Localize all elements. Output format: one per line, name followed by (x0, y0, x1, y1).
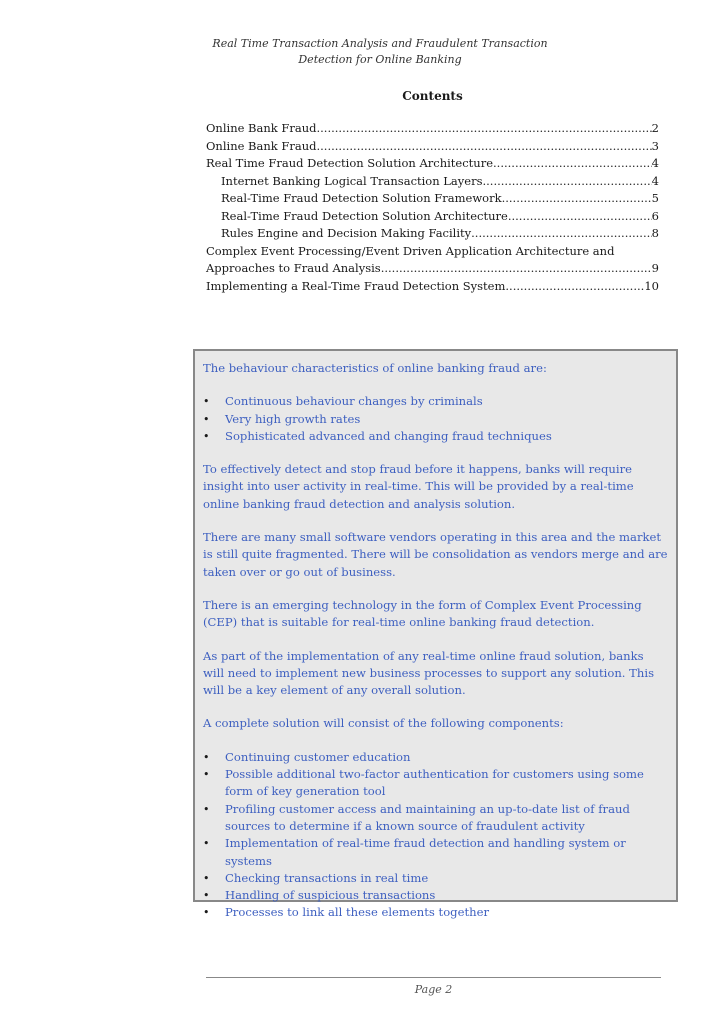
list-item (203, 749, 668, 766)
toc-leader-dots (493, 155, 652, 173)
toc-leader-dots (381, 260, 652, 278)
toc-entry[interactable] (206, 155, 659, 173)
toc-entry[interactable] (206, 138, 659, 156)
header-line-2: Detection for Online Banking (298, 53, 462, 66)
list-item (203, 766, 668, 801)
toc-entry-label: Online Bank Fraud (206, 138, 317, 153)
bullet-icon: • (203, 906, 210, 920)
toc-entry-page: 9 (651, 261, 659, 275)
table-of-contents (206, 120, 659, 295)
list-item (203, 870, 668, 887)
toc-subentry[interactable] (206, 190, 659, 208)
toc-entry-label: Internet Banking Logical Transaction Layers (221, 173, 483, 188)
bullet-icon: • (203, 429, 210, 443)
list-item-text: Continuous behaviour changes by criminals (225, 394, 483, 409)
bullet-icon: • (203, 889, 210, 903)
toc-subentry[interactable] (206, 173, 659, 191)
toc-leader-dots (505, 278, 644, 296)
bullet-icon: • (203, 768, 210, 782)
list-item (203, 835, 668, 870)
toc-entry-label: Approaches to Fraud Analysis (206, 261, 381, 275)
list-item-text: Possible additional two-factor authentication for customers using some form of key generation tool (225, 767, 644, 799)
bullet-icon: • (203, 871, 210, 885)
toc-entry[interactable] (206, 260, 659, 278)
list-item-text: Implementation of real-time fraud detection and handling system or systems (225, 836, 626, 868)
toc-entry-label: Real-Time Fraud Detection Solution Framework (221, 191, 502, 205)
toc-entry-page: 8 (651, 226, 659, 240)
toc-entry-label-line1[interactable]: Complex Event Processing/Event Driven Application Architecture and (206, 243, 615, 258)
toc-leader-dots (471, 225, 652, 243)
list-item-text: Sophisticated advanced and changing fraud techniques (225, 428, 552, 443)
bullet-icon: • (203, 837, 210, 851)
components-list (203, 749, 668, 922)
summary-box (193, 349, 678, 920)
toc-leader-dots (317, 120, 652, 138)
paragraph: There is an emerging technology in the form of Complex Event Processing (CEP) that is suitable for real-time online banking fraud detection. (203, 597, 642, 630)
toc-entry-label: Real Time Fraud Detection Solution Architecture (206, 156, 494, 170)
bullet-icon: • (203, 802, 210, 816)
toc-entry-page: 3 (651, 138, 659, 153)
toc-entry[interactable] (206, 278, 659, 296)
toc-subentry[interactable] (206, 225, 659, 243)
list-item (203, 904, 668, 921)
bullet-icon: • (203, 412, 210, 426)
list-item-text: Very high growth rates (225, 411, 361, 426)
toc-entry-page: 6 (651, 208, 659, 223)
paragraph: As part of the implementation of any real-time online fraud solution, banks will need to implement new business processes to support any solution. This will be a key element of any overall solution. (203, 648, 655, 698)
footer-divider (206, 977, 661, 978)
list-item (203, 411, 668, 428)
toc-entry-page: 4 (651, 156, 659, 170)
list-item (203, 428, 668, 445)
toc-leader-dots (483, 173, 652, 191)
list-item (203, 887, 668, 904)
toc-entry-page: 2 (651, 121, 659, 135)
toc-entry-page: 4 (651, 173, 659, 188)
toc-leader-dots (508, 208, 652, 226)
toc-leader-dots (502, 190, 652, 208)
page-number: Page 2 (414, 983, 453, 996)
bullet-icon: • (203, 750, 210, 764)
toc-entry-label: Rules Engine and Decision Making Facility (221, 226, 472, 240)
list-item-text: Checking transactions in real time (225, 870, 429, 885)
toc-leader-dots (317, 138, 652, 156)
list-item-text: Processes to link all these elements together (225, 905, 489, 920)
toc-title: Contents (402, 89, 463, 103)
list-item-text: Handling of suspicious transactions (225, 888, 436, 903)
list-item-text: Continuing customer education (225, 749, 411, 764)
toc-subentry[interactable] (206, 208, 659, 226)
header-line-1: Real Time Transaction Analysis and Fraudulent Transaction (212, 37, 548, 50)
toc-entry-page: 5 (651, 191, 659, 205)
toc-entry-page: 10 (644, 278, 659, 293)
toc-entry-label: Implementing a Real-Time Fraud Detection System (206, 278, 506, 293)
bullet-icon: • (203, 395, 210, 409)
toc-entry-label: Online Bank Fraud (206, 121, 317, 135)
list-item (203, 393, 668, 410)
paragraph: A complete solution will consist of the following components: (203, 716, 564, 731)
list-item-text: Profiling customer access and maintaining an up-to-date list of fraud sources to determine if a known source of fraudulent activity (225, 801, 630, 833)
running-header (150, 36, 610, 68)
toc-entry-label: Real-Time Fraud Detection Solution Architecture (221, 208, 508, 223)
list-item (203, 801, 668, 836)
characteristics-list (203, 393, 668, 445)
paragraph: There are many small software vendors operating in this area and the market is still quite fragmented. There will be consolidation as vendors merge and are taken over or go out of business. (203, 530, 668, 579)
intro-text: The behaviour characteristics of online banking fraud are: (203, 361, 547, 375)
toc-entry[interactable] (206, 120, 659, 138)
paragraph: To effectively detect and stop fraud before it happens, banks will require insight into user activity in real-time. This will be provided by a real-time online banking fraud detection and analysis solution. (203, 462, 634, 511)
